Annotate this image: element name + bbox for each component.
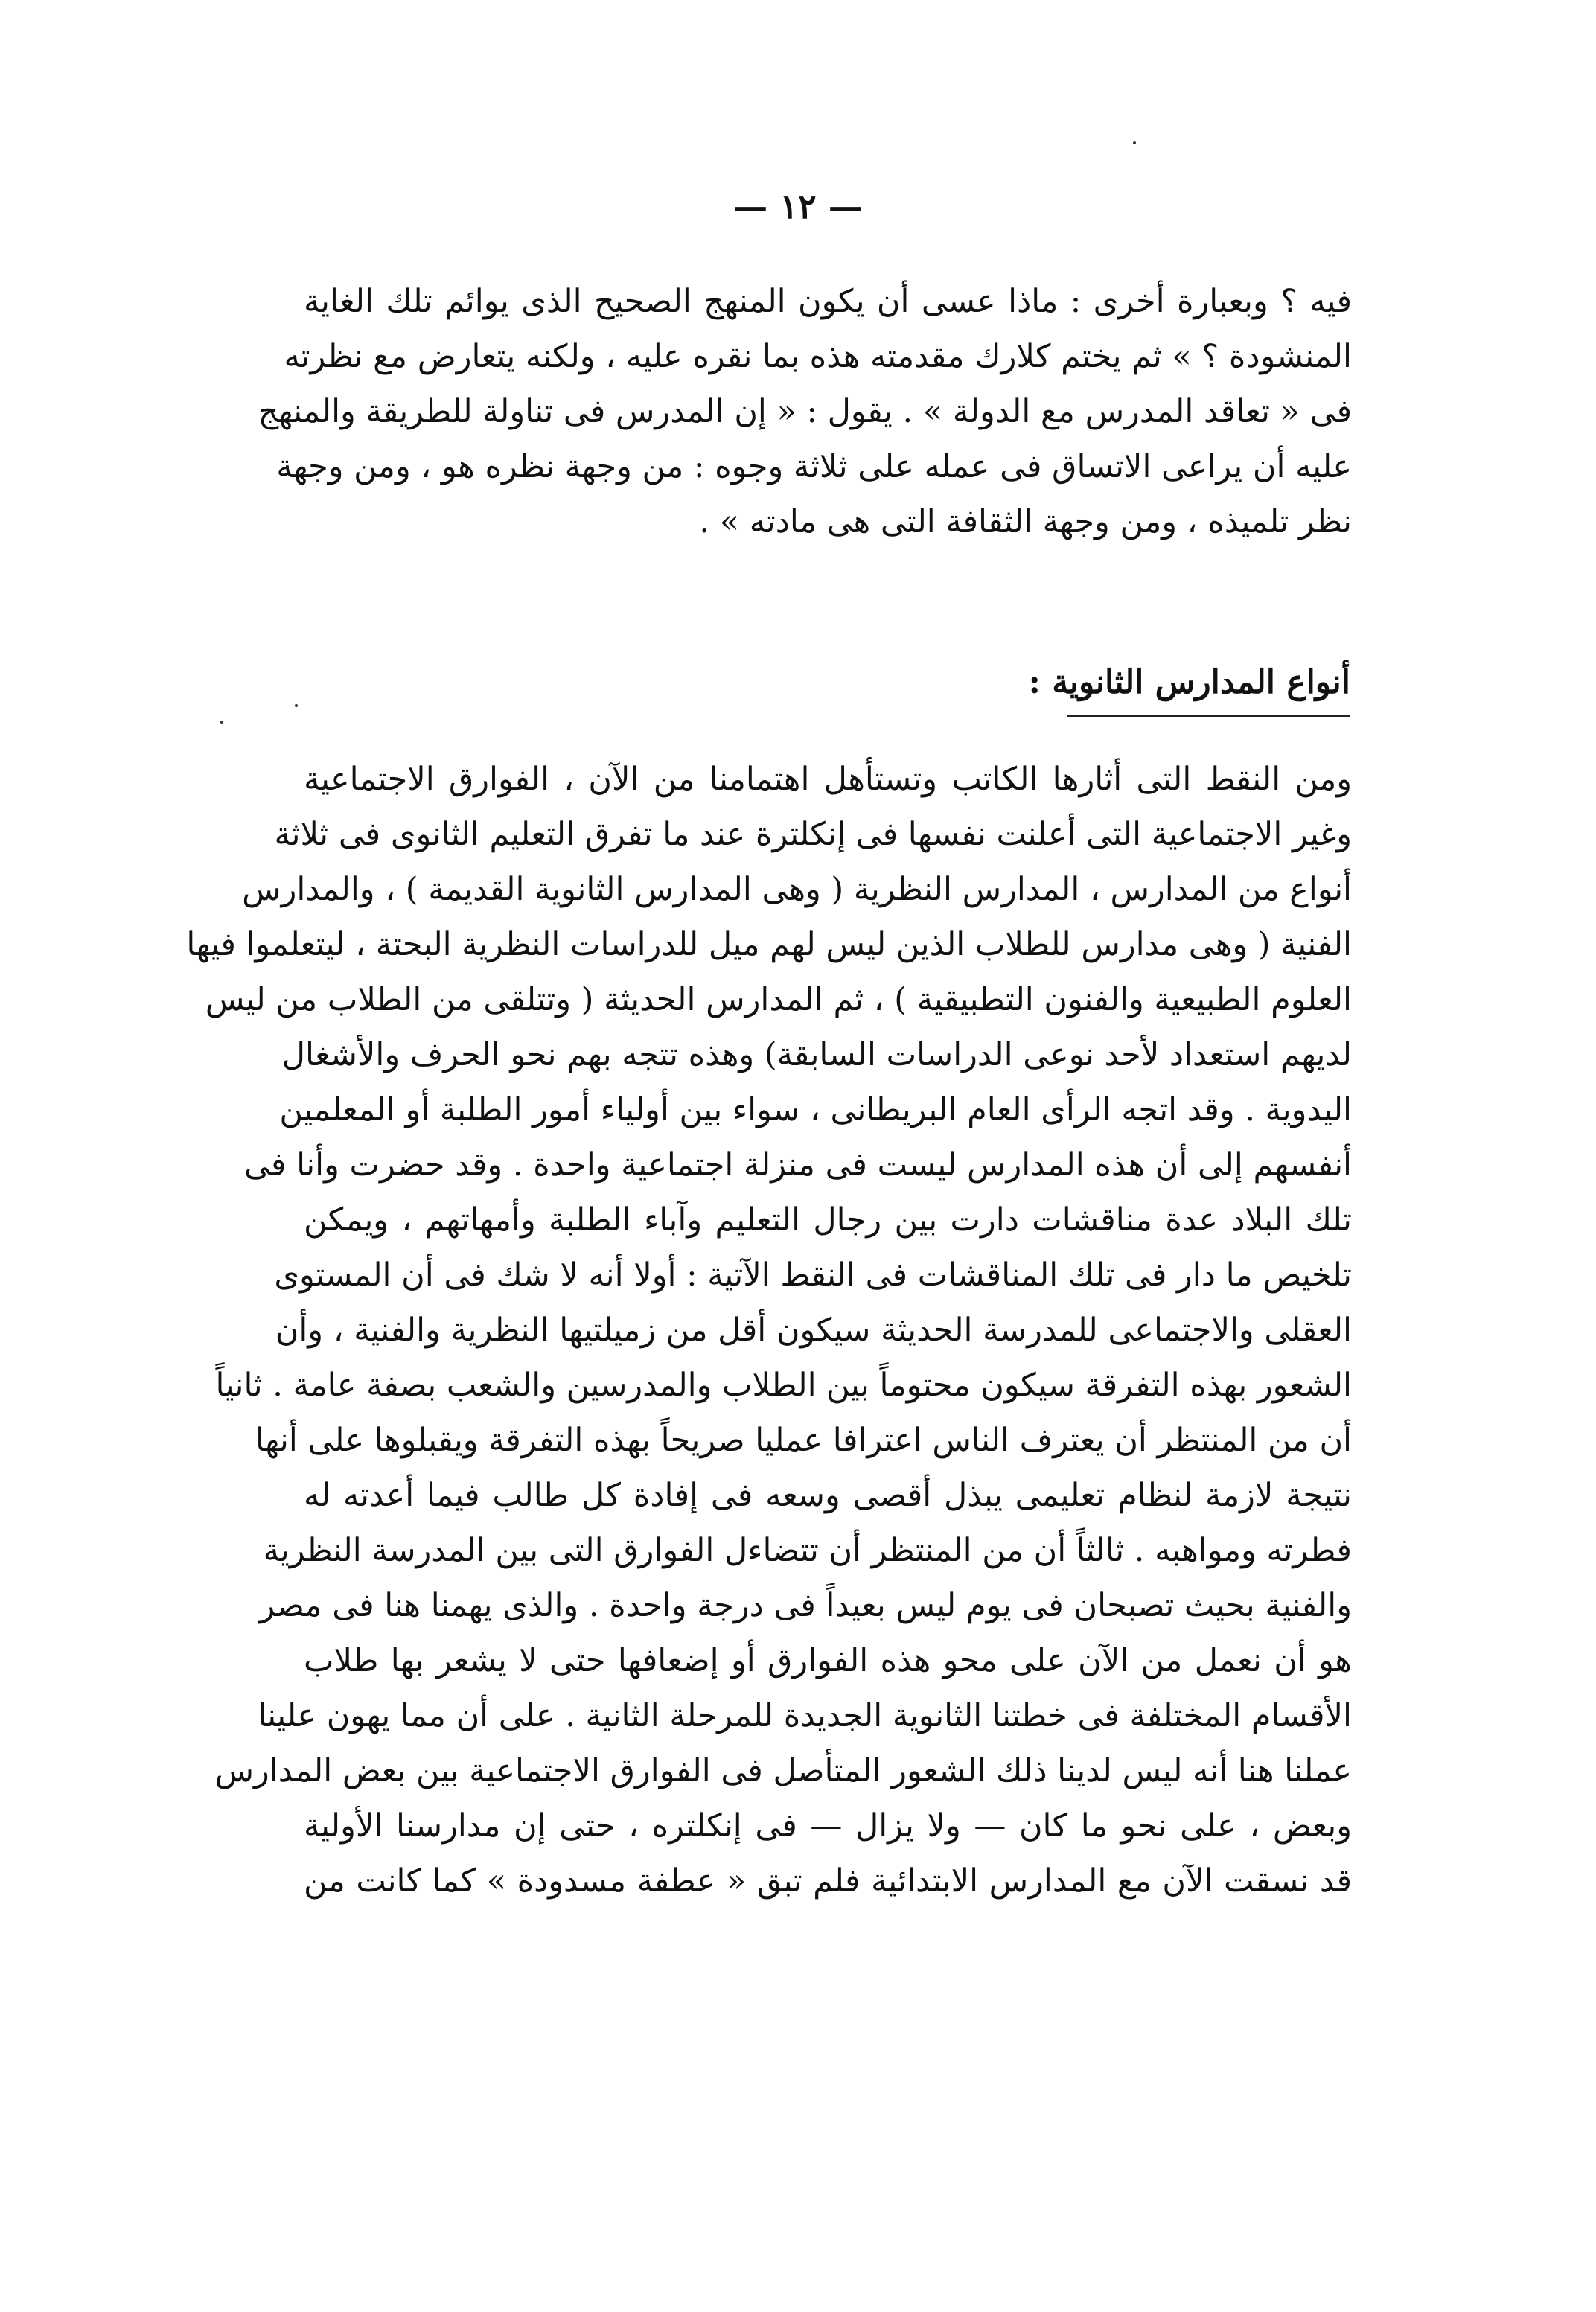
text-line: أنفسهم إلى أن هذه المدارس ليست فى منزلة اجتماعية واحدة . وقد حضرت وأنا فى (244, 1146, 1352, 1184)
text-line: هو أن نعمل من الآن على محو هذه الفوارق أو إضعافها حتى لا يشعر بها طلاب (304, 1642, 1352, 1679)
text-line: تلخيص ما دار فى تلك المناقشات فى النقط الآتية : أولا أنه لا شك فى أن المستوى (274, 1256, 1352, 1294)
page-number: — ١٢ — (733, 186, 863, 226)
text-line: قد نسقت الآن مع المدارس الابتدائية فلم تبق « عطفة مسدودة » كما كانت من (304, 1862, 1352, 1900)
text-line: لديهم استعداد لأحد نوعى الدراسات السابقة) وهذه تتجه بهم نحو الحرف والأشغال (281, 1036, 1352, 1073)
heading-underline (1067, 715, 1350, 717)
text-line: الفنية ( وهى مدارس للطلاب الذين ليس لهم ميل للدراسات النظرية البحتة ، ليتعلموا فيها (186, 926, 1352, 963)
text-line: وبعض ، على نحو ما كان — ولا يزال — فى إنكلتره ، حتى إن مدارسنا الأولية (304, 1807, 1352, 1845)
text-line: تلك البلاد عدة مناقشات دارت بين رجال التعليم وآباء الطلبة وأمهاتهم ، ويمكن (304, 1201, 1352, 1239)
text-line: عليه أن يراعى الاتساق فى عمله على ثلاثة وجوه : من وجهة نظره هو ، ومن وجهة (276, 448, 1352, 485)
print-speck (295, 704, 298, 707)
text-line: فيه ؟ وبعبارة أخرى : ماذا عسى أن يكون المنهج الصحيح الذى يوائم تلك الغاية (304, 283, 1352, 320)
print-speck (220, 721, 223, 724)
text-line: وغير الاجتماعية التى أعلنت نفسها فى إنكلترة عند ما تفرق التعليم الثانوى فى ثلاثة (274, 816, 1352, 853)
text-line: الشعور بهذه التفرقة سيكون محتوماً بين الطلاب والمدرسين والشعب بصفة عامة . ثانياً (215, 1367, 1352, 1404)
paragraph-continued (258, 274, 1352, 549)
section-heading: أنواع المدارس الثانوية : (1028, 663, 1350, 701)
text-line: اليدوية . وقد اتجه الرأى العام البريطانى ، سواء بين أولياء أمور الطلبة أو المعلمين (279, 1091, 1352, 1128)
text-line: العلوم الطبيعية والفنون التطبيقية ) ، ثم المدارس الحديثة ( وتتلقى من الطلاب من ليس (205, 981, 1352, 1018)
main-paragraph (186, 752, 1352, 1909)
text-line: العقلى والاجتماعى للمدرسة الحديثة سيكون أقل من زميلتيها النظرية والفنية ، وأن (275, 1312, 1352, 1349)
text-line: نتيجة لازمة لنظام تعليمى يبذل أقصى وسعه فى إفادة كل طالب فيما أعدته له (304, 1477, 1352, 1514)
text-line: فى « تعاقد المدرس مع الدولة » . يقول : « إن المدرس فى تناولة للطريقة والمنهج (258, 393, 1352, 430)
text-line: ومن النقط التى أثارها الكاتب وتستأهل اهتمامنا من الآن ، الفوارق الاجتماعية (304, 761, 1352, 798)
text-line: المنشودة ؟ » ثم يختم كلارك مقدمته هذه بما نقره عليه ، ولكنه يتعارض مع نظرته (284, 338, 1352, 375)
print-speck (1133, 141, 1136, 144)
text-line: فطرته ومواهبه . ثالثاً أن من المنتظر أن تتضاءل الفوارق التى بين المدرسة النظرية (263, 1532, 1352, 1569)
text-line: أن من المنتظر أن يعترف الناس اعترافا عمليا صريحاً بهذه التفرقة ويقبلوها على أنها (255, 1422, 1352, 1459)
text-line: أنواع من المدارس ، المدارس النظرية ( وهى المدارس الثانوية القديمة ) ، والمدارس (242, 871, 1352, 908)
text-line: عملنا هنا أنه ليس لدينا ذلك الشعور المتأصل فى الفوارق الاجتماعية بين بعض المدارس (214, 1752, 1352, 1789)
text-line: والفنية بحيث تصبحان فى يوم ليس بعيداً فى درجة واحدة . والذى يهمنا هنا فى مصر (259, 1587, 1352, 1624)
text-line: الأقسام المختلفة فى خطتنا الثانوية الجديدة للمرحلة الثانية . على أن مما يهون علينا (258, 1697, 1352, 1734)
text-line: نظر تلميذه ، ومن وجهة الثقافة التى هى مادته » . (699, 503, 1352, 540)
